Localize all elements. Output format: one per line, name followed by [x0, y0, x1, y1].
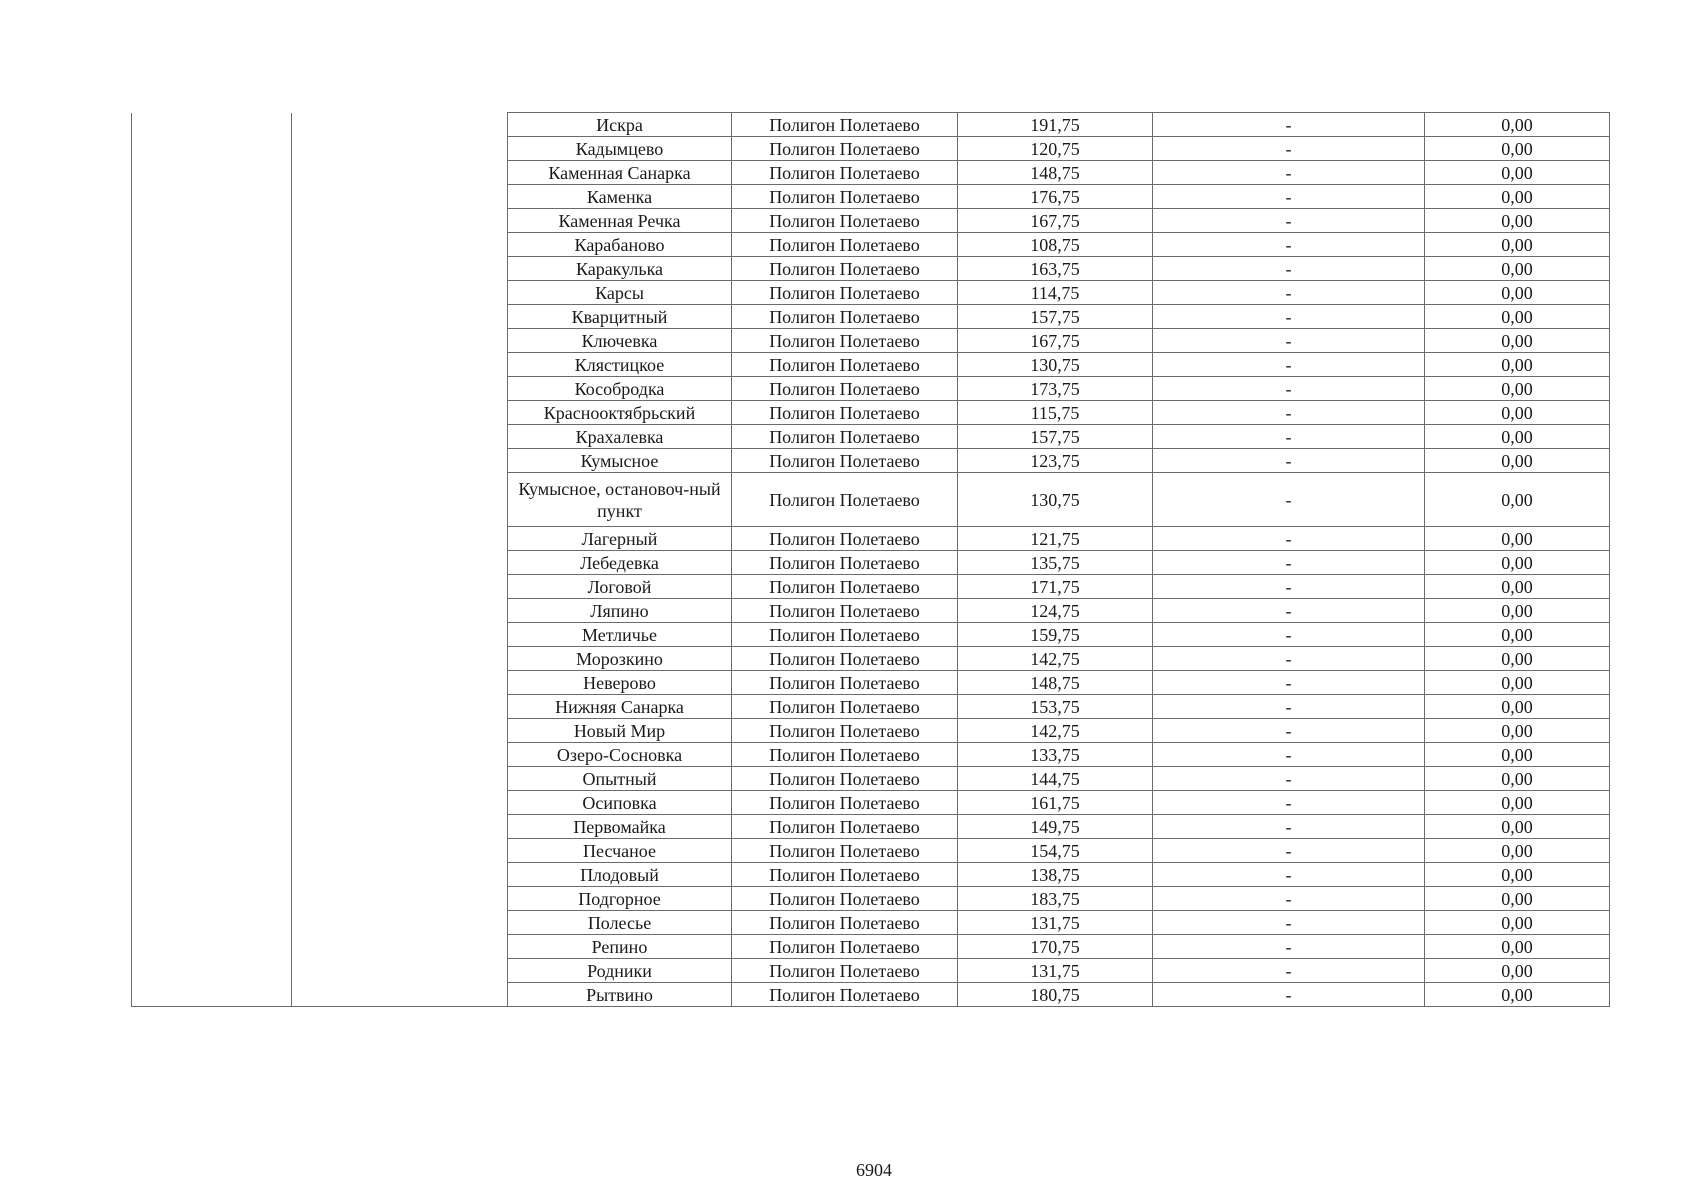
facility-cell: Полигон Полетаево: [732, 527, 958, 551]
facility-cell: Полигон Полетаево: [732, 473, 958, 527]
value-cell: 0,00: [1425, 575, 1610, 599]
mark-cell: -: [1153, 233, 1425, 257]
facility-cell: Полигон Полетаево: [732, 671, 958, 695]
distance-cell: 191,75: [958, 113, 1153, 137]
facility-cell: Полигон Полетаево: [732, 695, 958, 719]
facility-cell: Полигон Полетаево: [732, 233, 958, 257]
settlement-cell: Полесье: [508, 911, 732, 935]
facility-cell: Полигон Полетаево: [732, 281, 958, 305]
mark-cell: -: [1153, 449, 1425, 473]
mark-cell: -: [1153, 791, 1425, 815]
distance-cell: 180,75: [958, 983, 1153, 1007]
facility-cell: Полигон Полетаево: [732, 551, 958, 575]
settlement-cell: Озеро-Сосновка: [508, 743, 732, 767]
value-cell: 0,00: [1425, 473, 1610, 527]
settlement-cell: Опытный: [508, 767, 732, 791]
mark-cell: -: [1153, 839, 1425, 863]
value-cell: 0,00: [1425, 863, 1610, 887]
distance-cell: 130,75: [958, 473, 1153, 527]
mark-cell: -: [1153, 257, 1425, 281]
settlement-cell: Первомайка: [508, 815, 732, 839]
mark-cell: -: [1153, 959, 1425, 983]
settlement-cell: Крахалевка: [508, 425, 732, 449]
settlement-cell: Каменка: [508, 185, 732, 209]
distance-table: [131, 112, 1610, 1007]
value-cell: 0,00: [1425, 983, 1610, 1007]
value-cell: 0,00: [1425, 161, 1610, 185]
facility-cell: Полигон Полетаево: [732, 257, 958, 281]
mark-cell: -: [1153, 425, 1425, 449]
settlement-cell: Ключевка: [508, 329, 732, 353]
value-cell: 0,00: [1425, 353, 1610, 377]
settlement-cell: Репино: [508, 935, 732, 959]
mark-cell: -: [1153, 911, 1425, 935]
distance-cell: 124,75: [958, 599, 1153, 623]
facility-cell: Полигон Полетаево: [732, 623, 958, 647]
distance-cell: 131,75: [958, 911, 1153, 935]
distance-cell: 163,75: [958, 257, 1153, 281]
settlement-cell: Нижняя Санарка: [508, 695, 732, 719]
distance-cell: 176,75: [958, 185, 1153, 209]
mark-cell: -: [1153, 935, 1425, 959]
mark-cell: -: [1153, 527, 1425, 551]
distance-cell: 159,75: [958, 623, 1153, 647]
mark-cell: -: [1153, 161, 1425, 185]
mark-cell: -: [1153, 137, 1425, 161]
mark-cell: -: [1153, 719, 1425, 743]
value-cell: 0,00: [1425, 599, 1610, 623]
mark-cell: -: [1153, 695, 1425, 719]
settlement-cell: Песчаное: [508, 839, 732, 863]
settlement-cell: Кумысное, остановоч-ный пункт: [508, 473, 732, 527]
distance-cell: 157,75: [958, 305, 1153, 329]
mark-cell: -: [1153, 281, 1425, 305]
mark-cell: -: [1153, 671, 1425, 695]
table-row: [132, 113, 1610, 137]
mark-cell: -: [1153, 887, 1425, 911]
distance-cell: 170,75: [958, 935, 1153, 959]
empty-merged-cell: [292, 113, 508, 1007]
facility-cell: Полигон Полетаево: [732, 959, 958, 983]
value-cell: 0,00: [1425, 113, 1610, 137]
facility-cell: Полигон Полетаево: [732, 983, 958, 1007]
facility-cell: Полигон Полетаево: [732, 599, 958, 623]
distance-cell: 115,75: [958, 401, 1153, 425]
distance-cell: 171,75: [958, 575, 1153, 599]
distance-cell: 173,75: [958, 377, 1153, 401]
distance-cell: 114,75: [958, 281, 1153, 305]
value-cell: 0,00: [1425, 695, 1610, 719]
distance-cell: 131,75: [958, 959, 1153, 983]
value-cell: 0,00: [1425, 767, 1610, 791]
value-cell: 0,00: [1425, 527, 1610, 551]
mark-cell: -: [1153, 575, 1425, 599]
value-cell: 0,00: [1425, 233, 1610, 257]
mark-cell: -: [1153, 113, 1425, 137]
settlement-cell: Кварцитный: [508, 305, 732, 329]
distance-cell: 123,75: [958, 449, 1153, 473]
distance-cell: 148,75: [958, 161, 1153, 185]
mark-cell: -: [1153, 329, 1425, 353]
distance-cell: 149,75: [958, 815, 1153, 839]
value-cell: 0,00: [1425, 815, 1610, 839]
facility-cell: Полигон Полетаево: [732, 791, 958, 815]
distance-cell: 142,75: [958, 647, 1153, 671]
empty-merged-cell: [132, 113, 292, 1007]
settlement-cell: Подгорное: [508, 887, 732, 911]
settlement-cell: Ляпино: [508, 599, 732, 623]
settlement-cell: Новый Мир: [508, 719, 732, 743]
facility-cell: Полигон Полетаево: [732, 647, 958, 671]
settlement-cell: Краснооктябрьский: [508, 401, 732, 425]
facility-cell: Полигон Полетаево: [732, 743, 958, 767]
value-cell: 0,00: [1425, 935, 1610, 959]
settlement-cell: Искра: [508, 113, 732, 137]
mark-cell: -: [1153, 305, 1425, 329]
facility-cell: Полигон Полетаево: [732, 353, 958, 377]
distance-cell: 148,75: [958, 671, 1153, 695]
settlement-cell: Каменная Речка: [508, 209, 732, 233]
facility-cell: Полигон Полетаево: [732, 137, 958, 161]
value-cell: 0,00: [1425, 281, 1610, 305]
facility-cell: Полигон Полетаево: [732, 863, 958, 887]
value-cell: 0,00: [1425, 743, 1610, 767]
settlement-cell: Карсы: [508, 281, 732, 305]
mark-cell: -: [1153, 983, 1425, 1007]
mark-cell: -: [1153, 209, 1425, 233]
distance-cell: 167,75: [958, 329, 1153, 353]
distance-cell: 108,75: [958, 233, 1153, 257]
mark-cell: -: [1153, 863, 1425, 887]
settlement-cell: Родники: [508, 959, 732, 983]
mark-cell: -: [1153, 551, 1425, 575]
distance-cell: 154,75: [958, 839, 1153, 863]
value-cell: 0,00: [1425, 449, 1610, 473]
value-cell: 0,00: [1425, 185, 1610, 209]
settlement-cell: Кадымцево: [508, 137, 732, 161]
settlement-cell: Каракулька: [508, 257, 732, 281]
mark-cell: -: [1153, 599, 1425, 623]
value-cell: 0,00: [1425, 959, 1610, 983]
distance-cell: 135,75: [958, 551, 1153, 575]
value-cell: 0,00: [1425, 377, 1610, 401]
facility-cell: Полигон Полетаево: [732, 935, 958, 959]
mark-cell: -: [1153, 623, 1425, 647]
facility-cell: Полигон Полетаево: [732, 911, 958, 935]
value-cell: 0,00: [1425, 911, 1610, 935]
value-cell: 0,00: [1425, 257, 1610, 281]
value-cell: 0,00: [1425, 209, 1610, 233]
settlement-cell: Осиповка: [508, 791, 732, 815]
value-cell: 0,00: [1425, 887, 1610, 911]
settlement-cell: Плодовый: [508, 863, 732, 887]
facility-cell: Полигон Полетаево: [732, 425, 958, 449]
distance-cell: 142,75: [958, 719, 1153, 743]
settlement-cell: Рытвино: [508, 983, 732, 1007]
facility-cell: Полигон Полетаево: [732, 113, 958, 137]
distance-cell: 153,75: [958, 695, 1153, 719]
settlement-cell: Логовой: [508, 575, 732, 599]
facility-cell: Полигон Полетаево: [732, 185, 958, 209]
value-cell: 0,00: [1425, 719, 1610, 743]
value-cell: 0,00: [1425, 137, 1610, 161]
mark-cell: -: [1153, 473, 1425, 527]
settlement-cell: Кумысное: [508, 449, 732, 473]
distance-cell: 130,75: [958, 353, 1153, 377]
distance-cell: 157,75: [958, 425, 1153, 449]
distance-cell: 167,75: [958, 209, 1153, 233]
facility-cell: Полигон Полетаево: [732, 887, 958, 911]
value-cell: 0,00: [1425, 305, 1610, 329]
page-number: 6904: [856, 1160, 892, 1180]
facility-cell: Полигон Полетаево: [732, 719, 958, 743]
value-cell: 0,00: [1425, 791, 1610, 815]
settlement-cell: Лебедевка: [508, 551, 732, 575]
value-cell: 0,00: [1425, 839, 1610, 863]
settlement-cell: Карабаново: [508, 233, 732, 257]
mark-cell: -: [1153, 401, 1425, 425]
distance-cell: 144,75: [958, 767, 1153, 791]
table-body: [132, 113, 1610, 1007]
facility-cell: Полигон Полетаево: [732, 209, 958, 233]
value-cell: 0,00: [1425, 425, 1610, 449]
facility-cell: Полигон Полетаево: [732, 401, 958, 425]
distance-cell: 183,75: [958, 887, 1153, 911]
value-cell: 0,00: [1425, 623, 1610, 647]
settlement-cell: Метличье: [508, 623, 732, 647]
facility-cell: Полигон Полетаево: [732, 815, 958, 839]
facility-cell: Полигон Полетаево: [732, 305, 958, 329]
distance-cell: 121,75: [958, 527, 1153, 551]
settlement-cell: Клястицкое: [508, 353, 732, 377]
settlement-cell: Неверово: [508, 671, 732, 695]
distance-cell: 120,75: [958, 137, 1153, 161]
mark-cell: -: [1153, 353, 1425, 377]
facility-cell: Полигон Полетаево: [732, 161, 958, 185]
mark-cell: -: [1153, 647, 1425, 671]
settlement-cell: Кособродка: [508, 377, 732, 401]
mark-cell: -: [1153, 185, 1425, 209]
value-cell: 0,00: [1425, 401, 1610, 425]
settlement-cell: Лагерный: [508, 527, 732, 551]
facility-cell: Полигон Полетаево: [732, 767, 958, 791]
value-cell: 0,00: [1425, 671, 1610, 695]
distance-cell: 138,75: [958, 863, 1153, 887]
distance-cell: 133,75: [958, 743, 1153, 767]
facility-cell: Полигон Полетаево: [732, 377, 958, 401]
facility-cell: Полигон Полетаево: [732, 839, 958, 863]
distance-cell: 161,75: [958, 791, 1153, 815]
settlement-cell: Морозкино: [508, 647, 732, 671]
facility-cell: Полигон Полетаево: [732, 449, 958, 473]
mark-cell: -: [1153, 743, 1425, 767]
mark-cell: -: [1153, 815, 1425, 839]
mark-cell: -: [1153, 377, 1425, 401]
mark-cell: -: [1153, 767, 1425, 791]
value-cell: 0,00: [1425, 551, 1610, 575]
value-cell: 0,00: [1425, 647, 1610, 671]
facility-cell: Полигон Полетаево: [732, 329, 958, 353]
settlement-cell: Каменная Санарка: [508, 161, 732, 185]
facility-cell: Полигон Полетаево: [732, 575, 958, 599]
value-cell: 0,00: [1425, 329, 1610, 353]
